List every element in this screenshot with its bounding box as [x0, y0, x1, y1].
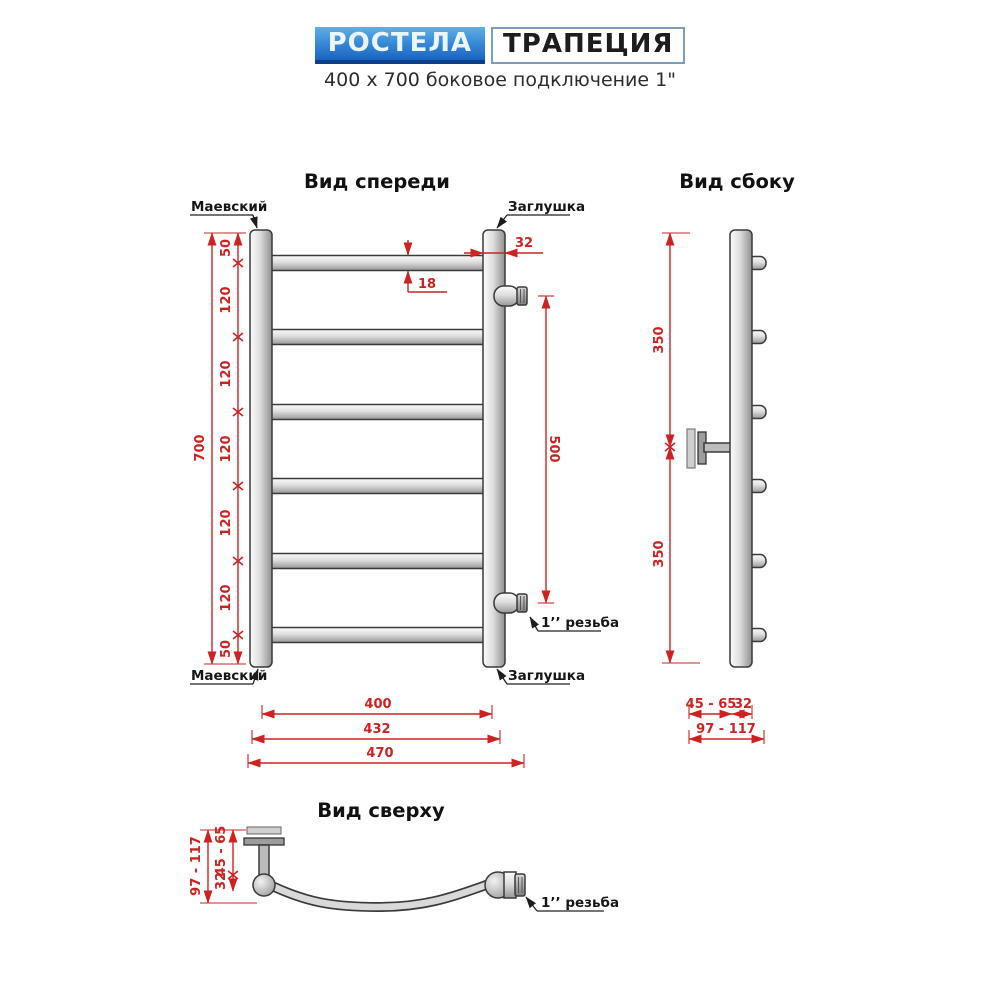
end-fitting — [485, 872, 525, 898]
callout-air-valve-top: Маевский — [191, 199, 268, 215]
side-view-title: Вид сбоку — [679, 170, 795, 193]
top-connection-stub — [494, 286, 527, 306]
brand-name: РОСТЕЛА — [315, 27, 485, 64]
dim-segment: 50 — [219, 639, 234, 659]
collector-tube-section — [253, 874, 275, 896]
rung — [263, 256, 492, 271]
dim-connections-span: 500 — [546, 435, 561, 463]
dim-rung-diameter: 18 — [417, 277, 437, 292]
dim-segment: 120 — [219, 360, 234, 388]
top-view-title: Вид сверху — [317, 799, 445, 822]
rung — [263, 554, 492, 569]
dim-wall-offset-top: 45 - 65 — [214, 825, 229, 877]
model-badge: ТРАПЕЦИЯ — [491, 27, 685, 64]
dim-wall-offset: 45 - 65 — [685, 697, 737, 712]
bottom-connection-stub — [494, 593, 527, 613]
dim-segment: 50 — [219, 238, 234, 258]
front-view-title: Вид спереди — [304, 170, 450, 193]
top-view — [189, 799, 619, 911]
dim-width-outer: 432 — [363, 722, 391, 737]
dim-tube-top: 32 — [214, 871, 229, 891]
dim-total-height: 700 — [193, 434, 208, 462]
callout-thread: 1’’ резьба — [541, 615, 620, 631]
callout-thread-top: 1’’ резьба — [541, 895, 620, 911]
rung — [263, 479, 492, 494]
dim-segment: 120 — [219, 435, 234, 463]
rung — [263, 405, 492, 420]
dim-segment: 120 — [219, 286, 234, 314]
callout-air-valve-bottom: Маевский — [191, 668, 268, 684]
left-collector-tube — [250, 230, 272, 667]
dim-depth-total: 97 - 117 — [696, 722, 756, 737]
dim-half-height-bottom: 350 — [652, 540, 667, 568]
front-view-dimensions — [193, 233, 561, 768]
dim-tube-diameter: 32 — [514, 236, 534, 251]
dim-segment: 120 — [219, 509, 234, 537]
dim-depth-total-top: 97 - 117 — [189, 836, 204, 896]
callout-plug-bottom: Заглушка — [508, 668, 586, 684]
dim-half-height-top: 350 — [652, 326, 667, 354]
dim-segment: 120 — [219, 584, 234, 612]
dim-tube-depth: 32 — [733, 697, 753, 712]
rung — [263, 628, 492, 643]
side-view-drawing — [687, 230, 766, 667]
front-view-drawing — [250, 230, 527, 667]
dim-width-axes: 400 — [364, 697, 392, 712]
wall-bracket-top — [244, 827, 284, 875]
side-view — [652, 170, 795, 744]
product-subtitle: 400 x 700 боковое подключение 1" — [324, 69, 676, 91]
top-view-callouts — [526, 895, 619, 911]
front-view — [190, 170, 619, 768]
top-view-dimensions — [189, 826, 257, 903]
wall-bracket — [687, 429, 731, 468]
top-view-drawing — [244, 827, 525, 907]
rung — [263, 330, 492, 345]
dim-width-overall: 470 — [366, 746, 394, 761]
collector-tube-side — [730, 230, 752, 667]
callout-plug-top: Заглушка — [508, 199, 586, 215]
